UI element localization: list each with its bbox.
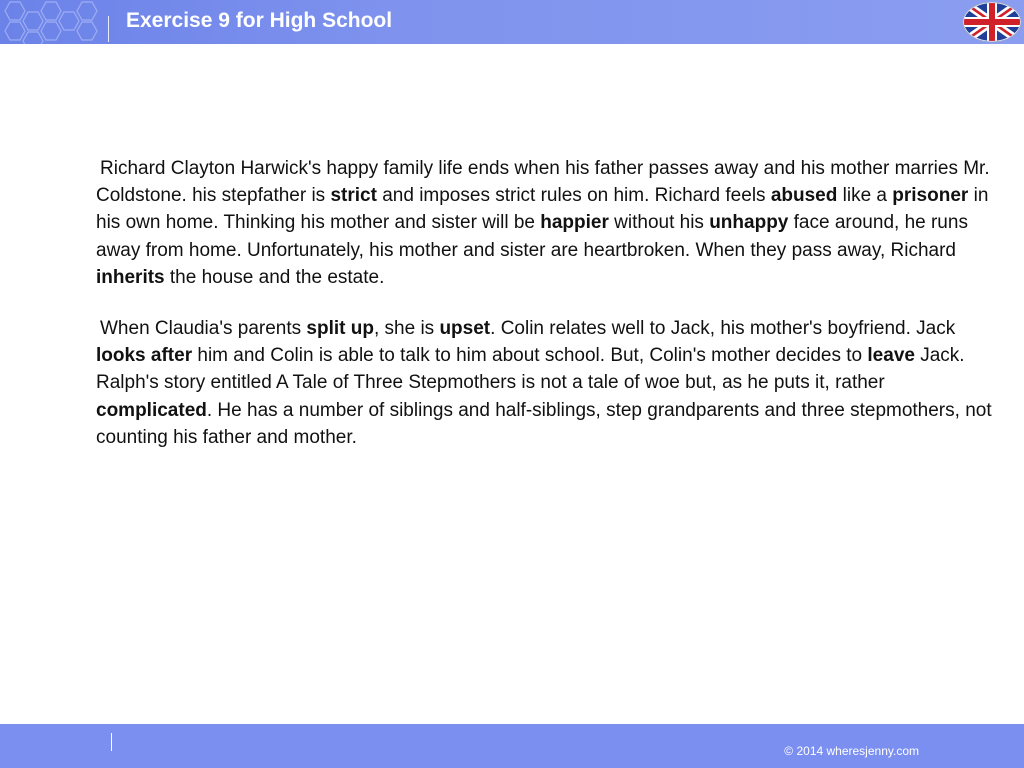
- text-run: . Colin relates well to Jack, his mother's boyfriend. Jack: [490, 318, 956, 340]
- hexagon-pattern-decoration: [0, 0, 130, 44]
- main-content: [96, 155, 996, 475]
- bold-keyword: complicated: [96, 399, 207, 421]
- text-run: Richard Clayton Harwick's happy family life ends when his father passes away and his mother marries Mr. Coldstone. his stepfather is: [96, 158, 990, 207]
- header-divider: [108, 16, 109, 42]
- copyright-text: © 2014 wheresjenny.com: [784, 744, 919, 758]
- paragraph-richard: [96, 155, 996, 291]
- bold-keyword: upset: [439, 318, 491, 340]
- bold-keyword: happier: [540, 212, 609, 234]
- text-run: , she is: [373, 318, 440, 340]
- bold-keyword: prisoner: [892, 185, 969, 207]
- union-jack-flag-icon: [962, 1, 1022, 43]
- text-run: Jack. Ralph's story entitled A Tale of Three Stepmothers is not a tale of woe but, as he puts it, rather: [96, 345, 965, 394]
- text-run: When Claudia's parents: [100, 318, 307, 340]
- bold-keyword: abused: [770, 185, 838, 207]
- header-bar: [0, 0, 1024, 44]
- text-run: the house and the estate.: [164, 266, 385, 288]
- page-title: Exercise 9 for High School: [126, 9, 393, 32]
- footer-bar: [0, 724, 1024, 768]
- text-run: in his own home. Thinking his mother and sister will be: [96, 185, 989, 234]
- text-run: like a: [837, 185, 893, 207]
- text-run: and imposes strict rules on him. Richard feels: [376, 185, 771, 207]
- bold-keyword: looks after: [96, 345, 193, 367]
- text-run: . He has a number of siblings and half-siblings, step grandparents and three stepmothers, not counting his father and mother.: [96, 399, 992, 448]
- text-run: him and Colin is able to talk to him about school. But, Colin's mother decides to: [192, 345, 868, 367]
- text-run: without his: [608, 212, 710, 234]
- footer-divider: [111, 733, 112, 751]
- bold-keyword: split up: [306, 318, 374, 340]
- bold-keyword: unhappy: [709, 212, 789, 234]
- text-run: face around, he runs away from home. Unfortunately, his mother and sister are heartbroken. When they pass away, Richard: [96, 212, 968, 261]
- bold-keyword: inherits: [96, 266, 165, 288]
- bold-keyword: strict: [330, 185, 377, 207]
- paragraph-claudia: [96, 315, 996, 451]
- bold-keyword: leave: [867, 345, 915, 367]
